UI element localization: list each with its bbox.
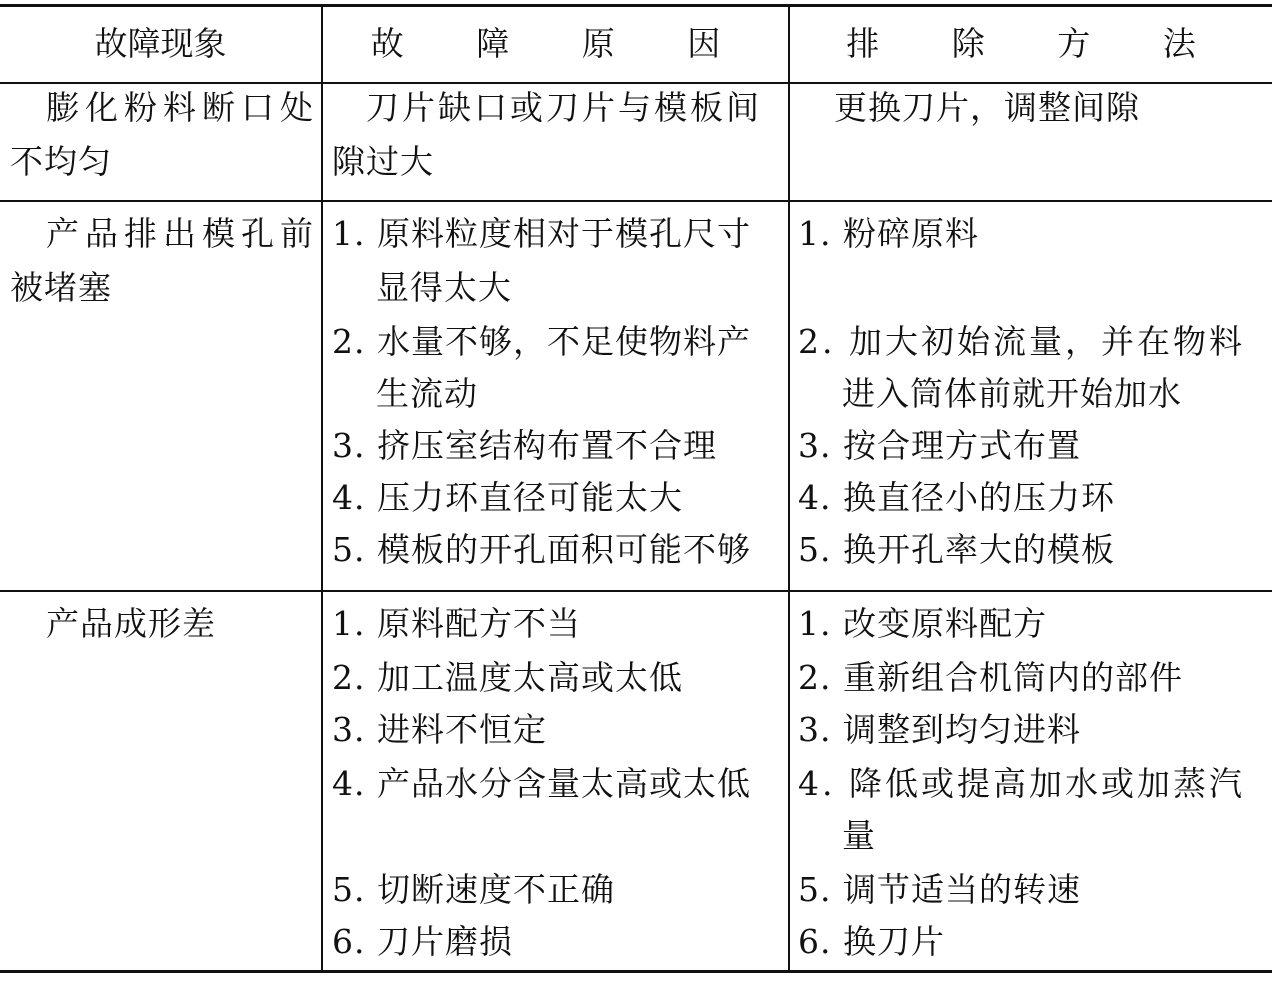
row3-remedy-6: 6. 换刀片 — [798, 922, 945, 961]
row1-symptom-line2: 不均匀 — [10, 142, 112, 181]
header-cause: 故 障 原 因 — [370, 24, 741, 63]
row2-cause-1-cont: 显得太大 — [376, 268, 512, 307]
row2-cause-4: 4. 压力环直径可能太大 — [332, 478, 683, 517]
row3-remedy-4: 4. 降低或提高加水或加蒸汽 — [798, 764, 1245, 803]
row3-remedy-4-cont: 量 — [842, 816, 876, 855]
row2-remedy-2: 2. 加大初始流量，并在物料 — [798, 322, 1245, 361]
row3-cause-5: 5. 切断速度不正确 — [332, 870, 615, 909]
row-rule-1 — [0, 200, 1272, 202]
header-remedy: 排 除 方 法 — [846, 24, 1216, 63]
row3-cause-6: 6. 刀片磨损 — [332, 922, 513, 961]
row2-remedy-3: 3. 按合理方式布置 — [798, 426, 1081, 465]
row2-remedy-1: 1. 粉碎原料 — [798, 214, 979, 253]
row2-symptom-line1: 产品排出模孔前 — [46, 214, 319, 253]
row2-remedy-2-cont: 进入筒体前就开始加水 — [842, 374, 1182, 413]
row2-cause-1: 1. 原料粒度相对于模孔尺寸 — [332, 214, 751, 253]
column-divider-1 — [321, 4, 323, 973]
row2-remedy-4: 4. 换直径小的压力环 — [798, 478, 1115, 517]
column-divider-2 — [788, 4, 790, 973]
row3-symptom: 产品成形差 — [46, 604, 216, 643]
row2-cause-2-cont: 生流动 — [376, 374, 478, 413]
row3-cause-1: 1. 原料配方不当 — [332, 604, 581, 643]
row1-symptom-line1: 膨化粉料断口处 — [46, 88, 319, 127]
row3-cause-4: 4. 产品水分含量太高或太低 — [332, 764, 751, 803]
row2-symptom-line2: 被堵塞 — [10, 268, 112, 307]
row3-remedy-2: 2. 重新组合机筒内的部件 — [798, 658, 1183, 697]
row1-remedy-line1: 更换刀片，调整间隙 — [834, 88, 1140, 127]
row3-remedy-3: 3. 调整到均匀进料 — [798, 710, 1081, 749]
row-rule-2 — [0, 590, 1272, 592]
row2-cause-3: 3. 挤压室结构布置不合理 — [332, 426, 717, 465]
row3-remedy-5: 5. 调节适当的转速 — [798, 870, 1081, 909]
row2-cause-2: 2. 水量不够，不足使物料产 — [332, 322, 751, 361]
row1-cause-line2: 隙过大 — [332, 142, 434, 181]
row3-cause-3: 3. 进料不恒定 — [332, 710, 547, 749]
header-symptom: 故障现象 — [94, 24, 227, 63]
row2-cause-5: 5. 模板的开孔面积可能不够 — [332, 530, 751, 569]
top-rule — [0, 4, 1272, 7]
row3-cause-2: 2. 加工温度太高或太低 — [332, 658, 683, 697]
row3-remedy-1: 1. 改变原料配方 — [798, 604, 1047, 643]
row2-remedy-5: 5. 换开孔率大的模板 — [798, 530, 1115, 569]
bottom-rule — [0, 970, 1272, 973]
row1-cause-line1: 刀片缺口或刀片与模板间 — [366, 88, 762, 127]
